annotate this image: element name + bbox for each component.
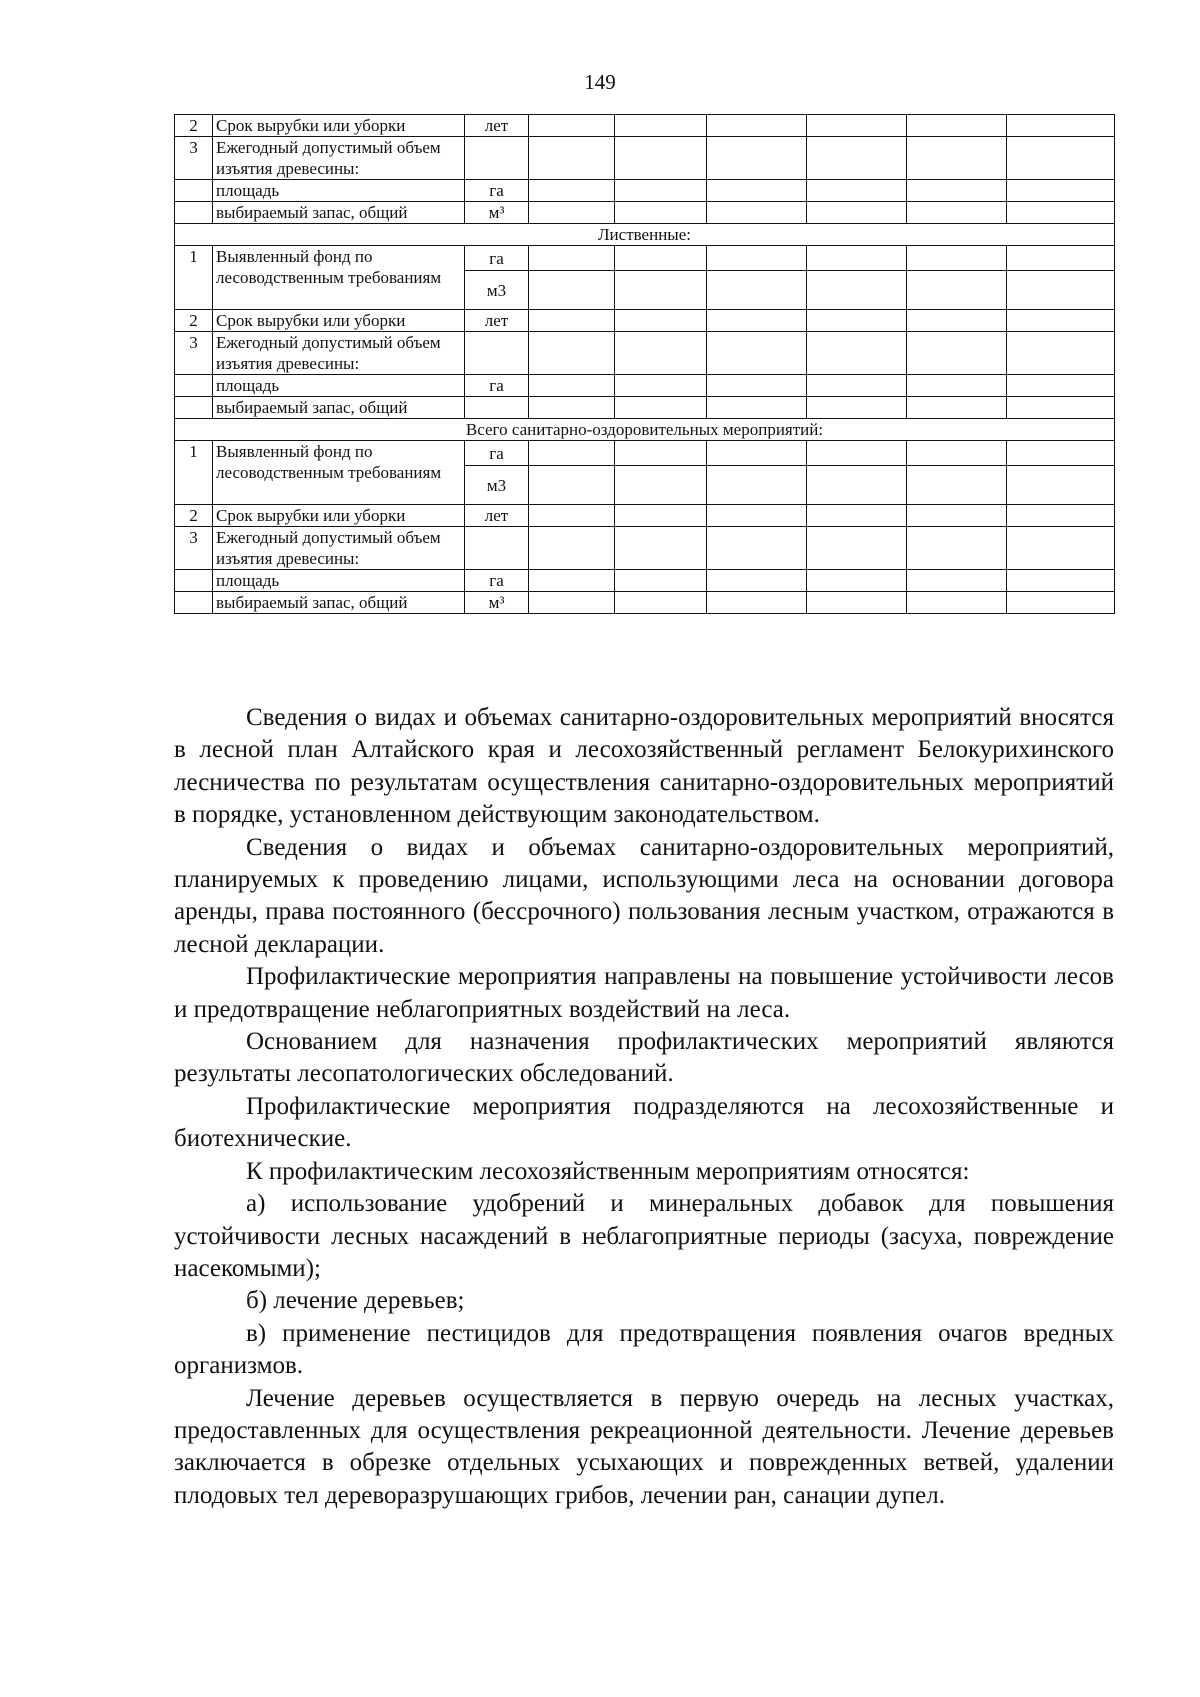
value-cell [529, 310, 615, 332]
value-cell [907, 375, 1007, 397]
row-unit: га [465, 180, 529, 202]
value-cell [615, 592, 707, 614]
row-number: 1 [175, 246, 213, 310]
value-cell [615, 246, 707, 271]
value-cell [1007, 246, 1115, 271]
value-cell [707, 332, 807, 375]
table-row [175, 527, 1115, 570]
value-cell [907, 527, 1007, 570]
value-cell [907, 246, 1007, 271]
value-cell [907, 271, 1007, 310]
value-cell [1007, 310, 1115, 332]
value-cell [615, 466, 707, 505]
table-row [175, 310, 1115, 332]
paragraph: а) использование удобрений и минеральных добавок для повышения устойчивости лесных насаждений в неблагоприятные периоды (засуха, повреждение насекомыми); [174, 1190, 1114, 1282]
value-cell [615, 271, 707, 310]
row-label: площадь [213, 375, 465, 397]
value-cell [807, 592, 907, 614]
table-row [175, 115, 1115, 137]
table-row [175, 137, 1115, 180]
value-cell [807, 137, 907, 180]
row-unit: м3 [465, 466, 529, 505]
value-cell [707, 310, 807, 332]
row-number: 2 [175, 505, 213, 527]
value-cell [1007, 271, 1115, 310]
table-row [175, 397, 1115, 419]
row-label: Выявленный фонд по лесоводственным требованиям [213, 246, 465, 310]
value-cell [615, 202, 707, 224]
paragraph: Профилактические мероприятия направлены на повышение устойчивости лесов и предотвращение неблагоприятных воздействий на леса. [174, 963, 1114, 1023]
row-label: Ежегодный допустимый объем изъятия древесины: [213, 137, 465, 180]
row-number: 3 [175, 527, 213, 570]
section-heading: Лиственные: [175, 224, 1115, 246]
value-cell [1007, 332, 1115, 375]
value-cell [615, 115, 707, 137]
value-cell [615, 397, 707, 419]
value-cell [615, 332, 707, 375]
value-cell [1007, 202, 1115, 224]
value-cell [1007, 397, 1115, 419]
value-cell [615, 441, 707, 466]
value-cell [707, 527, 807, 570]
table-row [175, 375, 1115, 397]
value-cell [807, 310, 907, 332]
value-cell [807, 115, 907, 137]
paragraph: Профилактические мероприятия подразделяются на лесохозяйственные и биотехнические. [174, 1092, 1114, 1153]
row-unit: га [465, 246, 529, 271]
value-cell [907, 180, 1007, 202]
value-cell [615, 137, 707, 180]
row-label: Ежегодный допустимый объем изъятия древесины: [213, 332, 465, 375]
paragraph: в) применение пестицидов для предотвращения появления очагов вредных организмов. [174, 1319, 1114, 1380]
value-cell [1007, 180, 1115, 202]
row-label: Срок вырубки или уборки [213, 310, 465, 332]
row-number [175, 570, 213, 592]
value-cell [1007, 137, 1115, 180]
value-cell [529, 527, 615, 570]
row-number [175, 375, 213, 397]
value-cell [907, 310, 1007, 332]
value-cell [1007, 466, 1115, 505]
table-row [175, 332, 1115, 375]
value-cell [807, 466, 907, 505]
value-cell [1007, 505, 1115, 527]
value-cell [707, 115, 807, 137]
row-label: выбираемый запас, общий [213, 397, 465, 419]
row-unit: м3 [465, 271, 529, 310]
table-row [175, 180, 1115, 202]
row-number [175, 397, 213, 419]
value-cell [529, 137, 615, 180]
value-cell [907, 137, 1007, 180]
value-cell [707, 202, 807, 224]
paragraph: Сведения о видах и объемах санитарно-оздоровительных мероприятий вносятся в лесной план Алтайского края и лесохозяйственный регламент Белокурихинского лесничества по результатам осуществления санитарно-оздоровительных мероприятий в порядке, установленном действующим законодательством. [174, 704, 1114, 829]
value-cell [807, 397, 907, 419]
section-heading: Всего санитарно-оздоровительных мероприятий: [175, 419, 1115, 441]
table-row [175, 202, 1115, 224]
value-cell [707, 466, 807, 505]
value-cell [529, 332, 615, 375]
value-cell [707, 271, 807, 310]
value-cell [907, 592, 1007, 614]
row-number: 2 [175, 115, 213, 137]
value-cell [529, 271, 615, 310]
paragraph: Основанием для назначения профилактических мероприятий являются результаты лесопатологических обследований. [174, 1028, 1114, 1088]
value-cell [529, 466, 615, 505]
section-row [175, 224, 1115, 246]
body-text [174, 702, 1114, 1512]
row-label: выбираемый запас, общий [213, 592, 465, 614]
value-cell [807, 332, 907, 375]
row-label: Срок вырубки или уборки [213, 505, 465, 527]
value-cell [707, 180, 807, 202]
table-row [175, 592, 1115, 614]
value-cell [615, 375, 707, 397]
value-cell [707, 570, 807, 592]
value-cell [807, 202, 907, 224]
value-cell [1007, 375, 1115, 397]
paragraph: б) лечение деревьев; [246, 1287, 465, 1315]
value-cell [707, 441, 807, 466]
row-unit: га [465, 441, 529, 466]
row-unit [465, 137, 529, 180]
value-cell [707, 397, 807, 419]
value-cell [529, 115, 615, 137]
value-cell [907, 115, 1007, 137]
row-unit: га [465, 570, 529, 592]
value-cell [807, 441, 907, 466]
row-unit: лет [465, 115, 529, 137]
value-cell [529, 375, 615, 397]
value-cell [529, 592, 615, 614]
section-row [175, 419, 1115, 441]
value-cell [615, 570, 707, 592]
value-cell [707, 375, 807, 397]
row-label: Ежегодный допустимый объем изъятия древесины: [213, 527, 465, 570]
value-cell [907, 397, 1007, 419]
row-unit: лет [465, 310, 529, 332]
value-cell [615, 527, 707, 570]
value-cell [529, 246, 615, 271]
row-number: 3 [175, 332, 213, 375]
row-unit [465, 332, 529, 375]
value-cell [529, 397, 615, 419]
paragraph: Лечение деревьев осуществляется в первую очередь на лесных участках, предоставленных для осуществления рекреационной деятельности. Лечение деревьев заключается в обрезке отдельных усыхающих и поврежденных ветвей, удалении плодовых тел дереворазрушающих грибов, лечении ран, санации дупел. [174, 1384, 1114, 1509]
row-label: площадь [213, 180, 465, 202]
row-number: 3 [175, 137, 213, 180]
table-row [175, 441, 1115, 466]
page-number: 149 [584, 70, 616, 94]
value-cell [529, 570, 615, 592]
value-cell [615, 180, 707, 202]
value-cell [707, 137, 807, 180]
value-cell [907, 505, 1007, 527]
value-cell [907, 570, 1007, 592]
value-cell [707, 246, 807, 271]
value-cell [807, 246, 907, 271]
value-cell [707, 505, 807, 527]
value-cell [529, 180, 615, 202]
value-cell [807, 570, 907, 592]
value-cell [807, 527, 907, 570]
value-cell [529, 202, 615, 224]
table-row [175, 246, 1115, 271]
value-cell [807, 505, 907, 527]
value-cell [615, 310, 707, 332]
value-cell [807, 271, 907, 310]
row-unit [465, 397, 529, 419]
row-label: выбираемый запас, общий [213, 202, 465, 224]
value-cell [807, 180, 907, 202]
value-cell [1007, 592, 1115, 614]
row-unit [465, 527, 529, 570]
paragraph: Сведения о видах и объемах санитарно-оздоровительных мероприятий, планируемых к проведению лицами, использующими леса на основании договора аренды, права постоянного (бессрочного) пользования лесным участком, отражаются в лесной декларации. [174, 833, 1114, 958]
row-number [175, 202, 213, 224]
row-unit: м³ [465, 202, 529, 224]
row-label: Выявленный фонд по лесоводственным требованиям [213, 441, 465, 505]
table-row [175, 570, 1115, 592]
row-number: 1 [175, 441, 213, 505]
value-cell [907, 202, 1007, 224]
row-unit: м³ [465, 592, 529, 614]
value-cell [707, 592, 807, 614]
value-cell [907, 332, 1007, 375]
row-number: 2 [175, 310, 213, 332]
value-cell [1007, 441, 1115, 466]
row-number [175, 180, 213, 202]
row-unit: га [465, 375, 529, 397]
value-cell [1007, 570, 1115, 592]
row-label: площадь [213, 570, 465, 592]
value-cell [907, 441, 1007, 466]
row-label: Срок вырубки или уборки [213, 115, 465, 137]
value-cell [1007, 527, 1115, 570]
value-cell [807, 375, 907, 397]
row-unit: лет [465, 505, 529, 527]
silviculture-table [174, 114, 1115, 614]
paragraph: К профилактическим лесохозяйственным мероприятиям относятся: [246, 1157, 970, 1185]
table-row [175, 505, 1115, 527]
value-cell [907, 466, 1007, 505]
value-cell [1007, 115, 1115, 137]
value-cell [529, 441, 615, 466]
value-cell [615, 505, 707, 527]
row-number [175, 592, 213, 614]
value-cell [529, 505, 615, 527]
